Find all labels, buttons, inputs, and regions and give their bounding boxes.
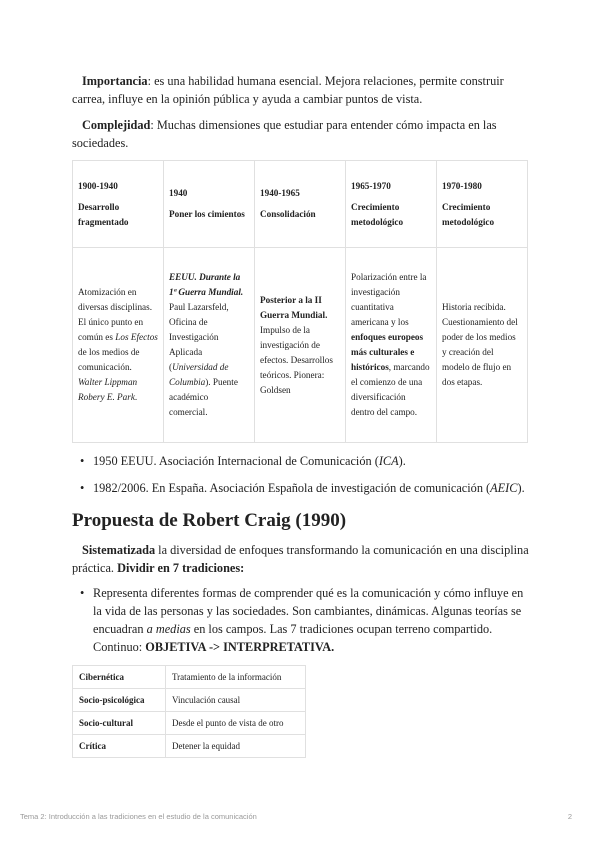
page-number: 2	[567, 812, 572, 821]
tradition-name: Socio-psicológica	[73, 689, 166, 712]
item-italic: ICA	[378, 454, 399, 468]
list-item	[72, 479, 532, 497]
period-cell-1940-1965	[255, 248, 346, 443]
cell-text: , marcando el comienzo de una diversificación dentro del campo.	[351, 362, 430, 417]
cell-italic: Los Efectos	[115, 332, 158, 342]
period-name: Poner los cimientos	[169, 209, 245, 219]
period-header	[437, 161, 528, 248]
periods-header-row	[73, 161, 528, 248]
tradition-name: Socio-cultural	[73, 712, 166, 735]
craig-bold: Sistematizada	[82, 543, 156, 557]
period-cell-1965-1970	[346, 248, 437, 443]
tradition-desc: Tratamiento de la información	[166, 666, 306, 689]
item-text: Representa diferentes formas de comprender qué es la comunicación y cómo influye en la vida de las personas y las sociedades. Son cambiantes, dinámicas. Algunas teorías se encuadran	[93, 586, 524, 636]
period-header	[346, 161, 437, 248]
complejidad-paragraph	[72, 116, 532, 152]
item-text: ).	[517, 481, 525, 495]
cell-text: .	[134, 392, 138, 402]
table-row	[73, 735, 306, 758]
importancia-paragraph	[72, 72, 532, 108]
periods-table	[72, 160, 528, 443]
tradition-desc: Detener la equidad	[166, 735, 306, 758]
table-row	[73, 712, 306, 735]
period-name: Desarrollo fragmentado	[78, 201, 129, 227]
cell-bold-italic: EEUU. Durante la 1ª Guerra Mundial.	[169, 272, 244, 297]
item-text: en los campos. Las 7 tradiciones ocupan terreno compartido. Continuo:	[93, 622, 493, 654]
craig-list	[72, 584, 524, 656]
footer-text: Tema 2: Introducción a las tradiciones en el estudio de la comunicación	[20, 812, 257, 821]
period-name: Crecimiento metodológico	[351, 201, 404, 227]
cell-italic: Universidad de Columbia	[169, 362, 229, 387]
traditions-table	[72, 665, 306, 758]
craig-bold: Dividir en 7 tradiciones:	[117, 561, 245, 575]
item-text: 1982/2006. En España. Asociación Española de investigación de comunicación (	[93, 481, 491, 495]
period-header	[73, 161, 164, 248]
tradition-name: Cibernética	[73, 666, 166, 689]
period-cell-1900	[73, 248, 164, 443]
period-header	[255, 161, 346, 248]
cell-text: Impulso de la investigación de efectos. Desarrollos teóricos. Pionera: Goldsen	[260, 324, 333, 395]
item-italic: a medias	[146, 622, 191, 636]
cell-text: Historia recibida. Cuestionamiento del poder de los medios y creación del modelo de flujo en dos etapas.	[442, 302, 518, 387]
importancia-text: : es una habilidad humana esencial. Mejora relaciones, permite construir carrea, influye en la opinión pública y ayuda a cambiar puntos de vista.	[72, 74, 504, 106]
list-item	[72, 584, 524, 656]
cell-text: de los medios de comunicación.	[78, 347, 140, 372]
period-header	[164, 161, 255, 248]
cell-text: ). Puente académico comercial.	[169, 377, 238, 417]
section-heading: Propuesta de Robert Craig (1990)	[72, 510, 347, 531]
period-name: Crecimiento metodológico	[442, 201, 495, 227]
periods-body-row	[73, 248, 528, 443]
associations-list	[72, 452, 532, 497]
item-text: ).	[398, 454, 406, 468]
item-text: 1950 EEUU. Asociación Internacional de Comunicación (	[93, 454, 379, 468]
period-year: 1900-1940	[78, 180, 118, 191]
period-year: 1970-1980	[442, 180, 482, 191]
tradition-name: Crítica	[73, 735, 166, 758]
period-year: 1940-1965	[260, 188, 300, 198]
period-year: 1965-1970	[351, 180, 391, 191]
period-cell-1970-1980	[437, 248, 528, 443]
table-row	[73, 666, 306, 689]
cell-text: Polarización entre la investigación cuantitativa americana y los	[351, 272, 427, 327]
importancia-label: Importancia	[82, 74, 148, 88]
tradition-desc: Vinculación causal	[166, 689, 306, 712]
period-name: Consolidación	[260, 209, 316, 219]
tradition-desc: Desde el punto de vista de otro	[166, 712, 306, 735]
complejidad-text: : Muchas dimensiones que estudiar para entender cómo impacta en las sociedades.	[72, 118, 497, 150]
complejidad-label: Complejidad	[82, 118, 151, 132]
cell-text: Atomización en diversas disciplinas. El único punto en común es	[78, 287, 152, 342]
cell-text: Paul Lazarsfeld, Oficina de Investigación Aplicada (	[169, 302, 229, 372]
period-year: 1940	[169, 188, 188, 198]
cell-bold: Posterior a la II Guerra Mundial.	[260, 294, 328, 320]
period-cell-1940	[164, 248, 255, 443]
list-item	[72, 452, 532, 470]
cell-bold: enfoques europeos más culturales e históricos	[351, 332, 424, 372]
craig-text: la diversidad de enfoques transformando la comunicación en una disciplina práctica.	[72, 543, 529, 575]
item-italic: AEIC	[490, 481, 518, 495]
cell-italic: Walter Lippman Robery E. Park	[78, 377, 138, 402]
item-bold: OBJETIVA -> INTERPRETATIVA.	[145, 640, 335, 654]
table-row	[73, 689, 306, 712]
craig-paragraph	[72, 541, 532, 577]
